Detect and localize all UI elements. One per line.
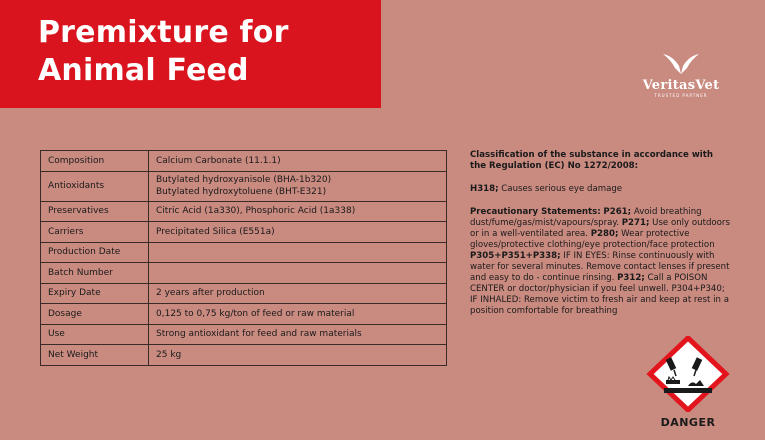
row-value-batch-number bbox=[149, 263, 447, 284]
table-row bbox=[41, 263, 447, 284]
hazard-code: H318; bbox=[470, 184, 499, 194]
row-value-carriers: Precipitated Silica (E551a) bbox=[149, 222, 447, 243]
row-value-antioxidants bbox=[149, 171, 447, 201]
p280-text: Wear protective gloves/protective clothing/eye protection/face protection bbox=[470, 229, 715, 250]
row-label-use: Use bbox=[41, 324, 149, 345]
table-row bbox=[41, 201, 447, 222]
row-label-expiry-date: Expiry Date bbox=[41, 283, 149, 304]
p261-text: Avoid breathing dust/fume/gas/mist/vapours/spray. bbox=[470, 207, 702, 228]
antioxidant-bha: Butylated hydroxyanisole (BHA-1b320) bbox=[156, 175, 332, 185]
p312-code: P312; bbox=[617, 273, 645, 283]
row-label-preservatives: Preservatives bbox=[41, 201, 149, 222]
table-row bbox=[41, 222, 447, 243]
row-value-production-date bbox=[149, 242, 447, 263]
hazard-text: Causes serious eye damage bbox=[498, 184, 623, 194]
danger-label: DANGER bbox=[660, 416, 716, 429]
p280-code: P280; bbox=[590, 229, 619, 239]
antioxidant-bht: Butylated hydroxytoluene (BHT-E321) bbox=[156, 187, 327, 197]
row-label-dosage: Dosage bbox=[41, 304, 149, 325]
classification-block bbox=[470, 150, 730, 317]
row-value-net-weight: 25 kg bbox=[149, 345, 447, 366]
p305-code: P305+P351+P338; bbox=[470, 251, 561, 261]
title-line-1: Premixture for bbox=[38, 15, 289, 50]
title-line-2: Animal Feed bbox=[38, 53, 249, 88]
logo-name: VeritasVet bbox=[642, 78, 720, 93]
row-value-expiry-date: 2 years after production bbox=[149, 283, 447, 304]
classification-heading: Classification of the substance in accordance with the Regulation (EC) No 1272/2008: bbox=[470, 150, 713, 171]
precaution-title: Precautionary Statements: bbox=[470, 207, 601, 217]
table-row bbox=[41, 242, 447, 263]
row-label-carriers: Carriers bbox=[41, 222, 149, 243]
corrosion-hazard-icon bbox=[638, 336, 738, 412]
row-label-batch-number: Batch Number bbox=[41, 263, 149, 284]
p271-code: P271; bbox=[621, 218, 650, 228]
table-row bbox=[41, 345, 447, 366]
p271-text: Use only outdoors or in a well-ventilated area. bbox=[470, 218, 730, 239]
row-value-dosage: 0,125 to 0,75 kg/ton of feed or raw material bbox=[149, 304, 447, 325]
table-row bbox=[41, 151, 447, 172]
title-banner bbox=[0, 0, 381, 108]
row-label-net-weight: Net Weight bbox=[41, 345, 149, 366]
table-row bbox=[41, 304, 447, 325]
precautionary-statements bbox=[470, 207, 730, 317]
logo-tagline: TRUSTED PARTNER bbox=[654, 93, 708, 98]
veritasvet-logo bbox=[628, 50, 734, 106]
product-info-table bbox=[40, 150, 447, 366]
p261-code: P261; bbox=[603, 207, 632, 217]
bird-logo-icon bbox=[661, 50, 701, 76]
table-row bbox=[41, 171, 447, 201]
row-label-production-date: Production Date bbox=[41, 242, 149, 263]
table-row bbox=[41, 324, 447, 345]
row-value-preservatives: Citric Acid (1a330), Phosphoric Acid (1a338) bbox=[149, 201, 447, 222]
p305-text: IF IN EYES: Rinse continuously with water for several minutes. Remove contact lenses if present and easy to do - continue rinsing. bbox=[470, 251, 730, 283]
hazard-statement bbox=[470, 184, 730, 195]
row-value-use: Strong antioxidant for feed and raw materials bbox=[149, 324, 447, 345]
table-row bbox=[41, 283, 447, 304]
corrosive-pictogram bbox=[638, 336, 738, 412]
row-label-antioxidants: Antioxidants bbox=[41, 171, 149, 201]
row-label-composition: Composition bbox=[41, 151, 149, 172]
p312-text: Call a POISON CENTER or doctor/physician if you feel unwell. P304+P340; IF INHALED: Remove victim to fresh air and keep at rest in a position comfortable for breathing bbox=[470, 273, 729, 316]
row-value-composition: Calcium Carbonate (11.1.1) bbox=[149, 151, 447, 172]
